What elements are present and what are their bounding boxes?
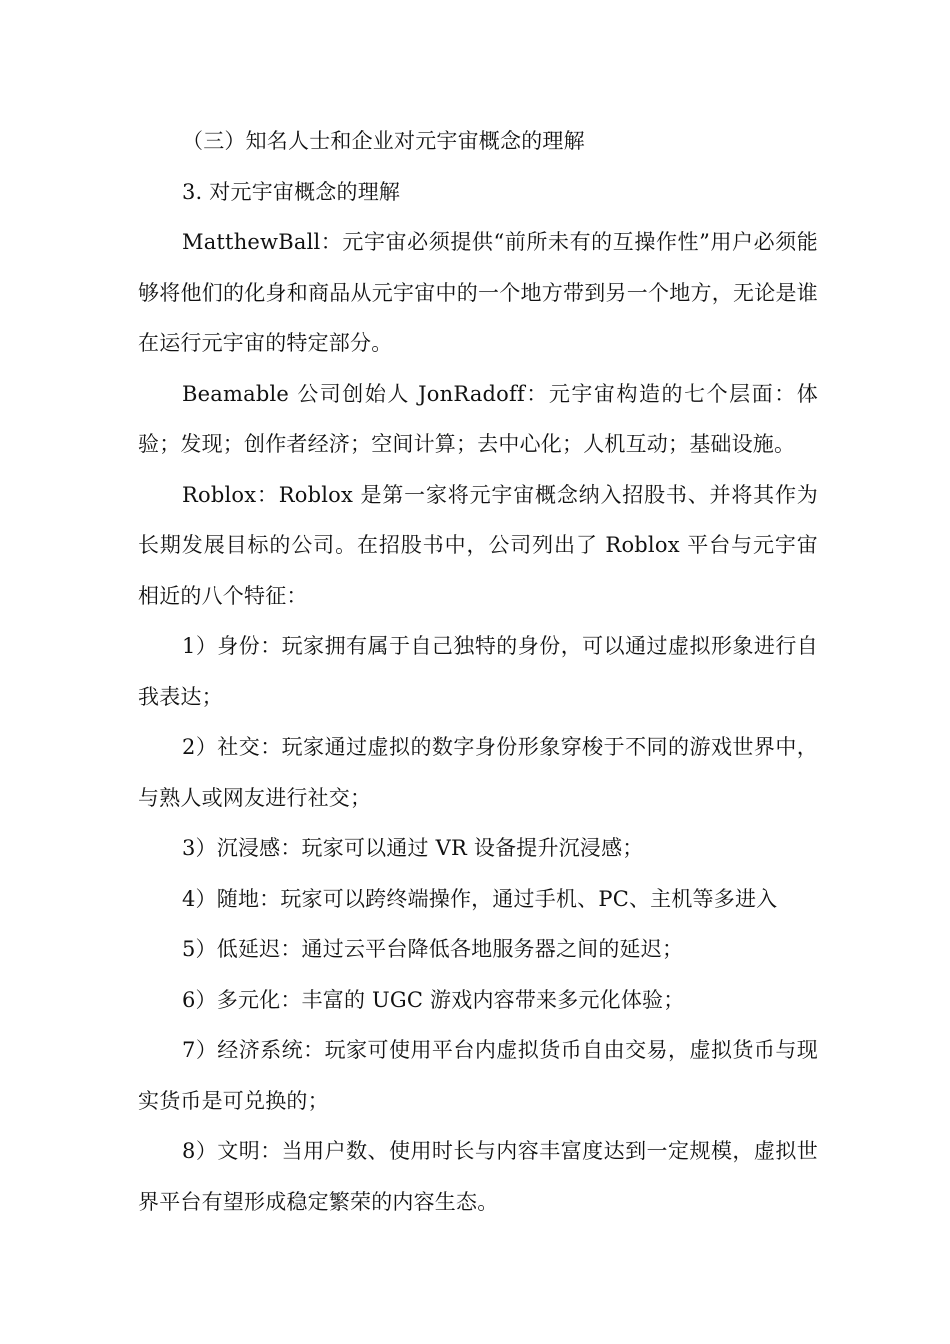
feature-social: 2）社交：玩家通过虚拟的数字身份形象穿梭于不同的游戏世界中，与熟人或网友进行社交； <box>138 735 818 810</box>
feature-low-latency: 5）低延迟：通过云平台降低各地服务器之间的延迟； <box>182 937 684 961</box>
feature-economy: 7）经济系统：玩家可使用平台内虚拟货币自由交易，虚拟货币与现实货币是可兑换的； <box>138 1038 818 1113</box>
feature-civilization: 8）文明：当用户数、使用时长与内容丰富度达到一定规模，虚拟世界平台有望形成稳定繁荣的内容生态。 <box>138 1139 818 1214</box>
paragraph-matthew-ball: MatthewBall：元宇宙必须提供“前所未有的互操作性”用户必须能够将他们的化身和商品从元宇宙中的一个地方带到另一个地方，无论是谁在运行元宇宙的特定部分。 <box>138 230 818 355</box>
feature-immersion: 3）沉浸感：玩家可以通过 VR 设备提升沉浸感； <box>182 836 644 860</box>
paragraph-roblox: Roblox：Roblox 是第一家将元宇宙概念纳入招股书、并将其作为长期发展目标的公司。在招股书中，公司列出了 Roblox 平台与元宇宙相近的八个特征： <box>138 482 818 608</box>
feature-diversity: 6）多元化：丰富的 UGC 游戏内容带来多元化体验； <box>182 987 685 1012</box>
section-heading: （三）知名人士和企业对元宇宙概念的理解 <box>182 129 585 153</box>
paragraph-jon-radoff: Beamable 公司创始人 JonRadoff：元宇宙构造的七个层面：体验；发现；创作者经济；空间计算；去中心化；人机互动；基础设施。 <box>138 381 818 456</box>
subheading: 3. 对元宇宙概念的理解 <box>182 179 401 204</box>
feature-identity: 1）身份：玩家拥有属于自己独特的身份，可以通过虚拟形象进行自我表达； <box>138 634 818 709</box>
feature-anywhere: 4）随地：玩家可以跨终端操作，通过手机、PC、主机等多进入 <box>182 886 778 911</box>
document-body <box>138 116 818 1227</box>
